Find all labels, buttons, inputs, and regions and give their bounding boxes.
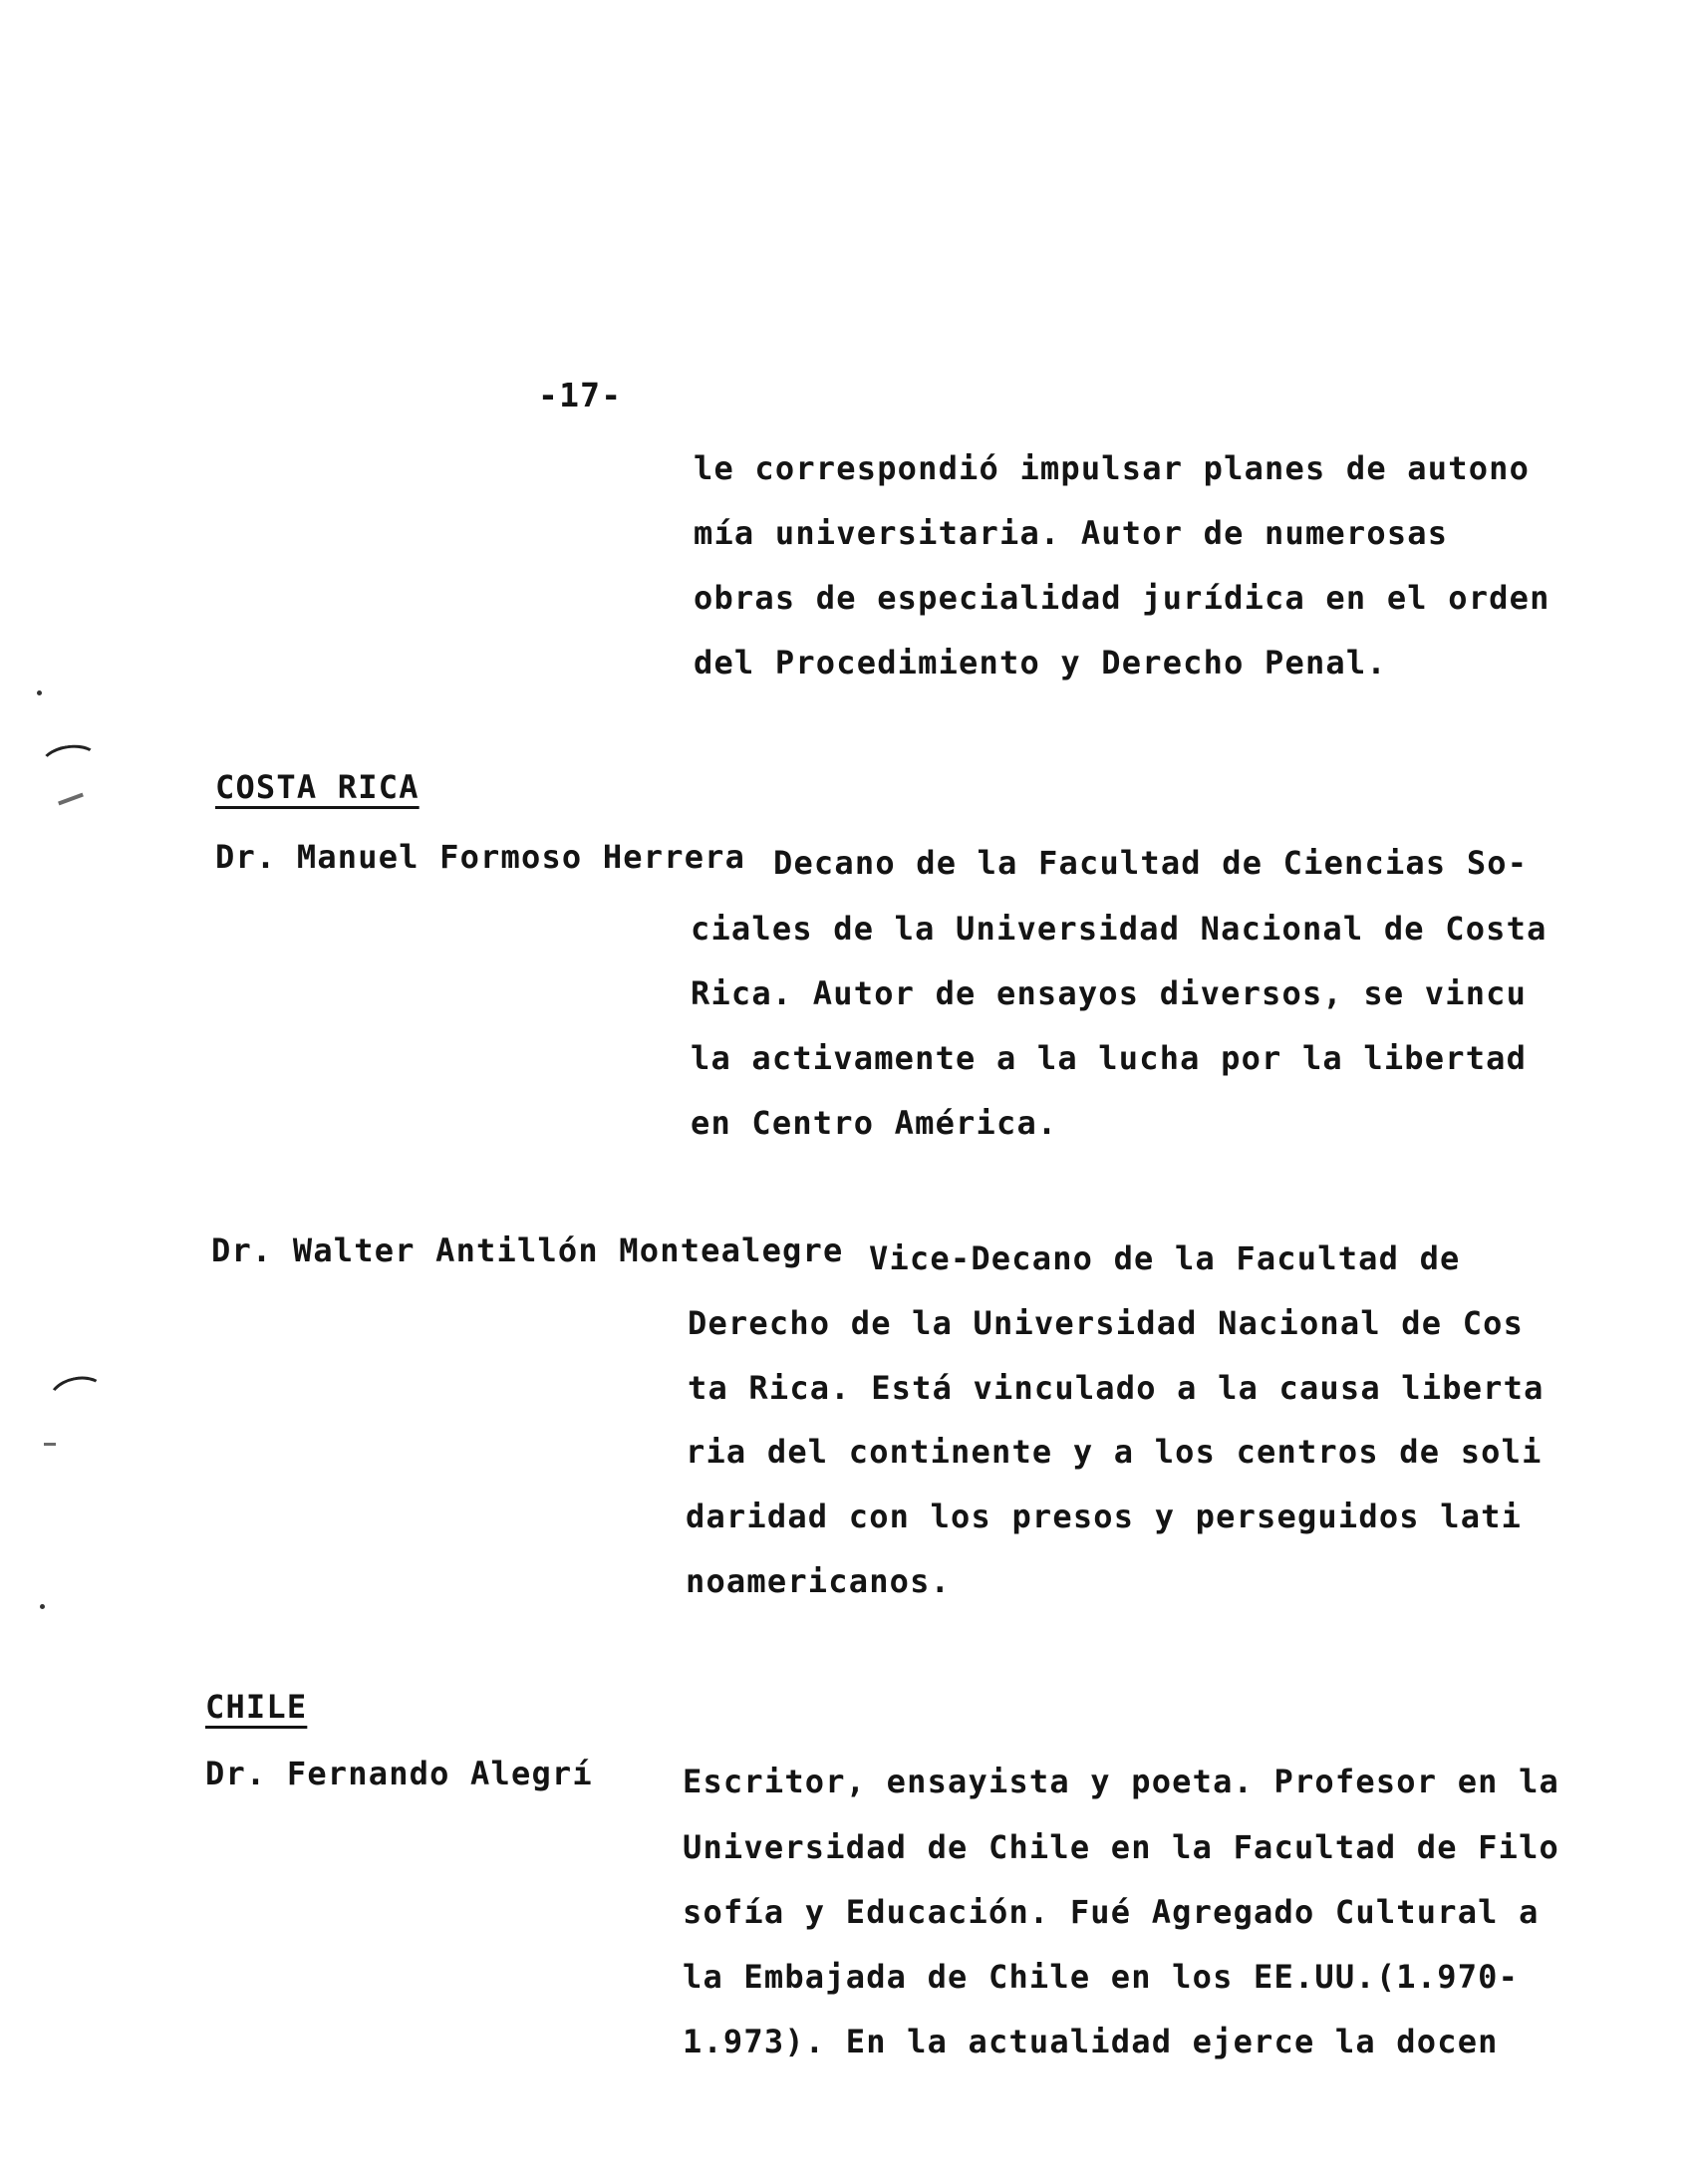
margin-dot bbox=[37, 690, 42, 695]
entry-description-line: sofía y Educación. Fué Agregado Cultural a bbox=[683, 1893, 1540, 1931]
entry-description-line: Rica. Autor de ensayos diversos, se vincu bbox=[691, 974, 1528, 1012]
entry-description-line: la activamente a la lucha por la libertad bbox=[691, 1039, 1528, 1077]
entry-description-line: Decano de la Facultad de Ciencias So- bbox=[773, 844, 1529, 882]
entry-description-line: la Embajada de Chile en los EE.UU.(1.970- bbox=[683, 1958, 1520, 1996]
entry-description-line: daridad con los presos y perseguidos lati bbox=[686, 1498, 1523, 1535]
intro-line: del Procedimiento y Derecho Penal. bbox=[694, 644, 1387, 682]
entry-description-line: en Centro América. bbox=[691, 1104, 1058, 1142]
binder-mark bbox=[44, 1443, 56, 1446]
intro-line: mía universitaria. Autor de numerosas bbox=[694, 514, 1449, 552]
section-heading: COSTA RICA bbox=[215, 768, 420, 806]
page-number: -17- bbox=[538, 376, 623, 414]
entry-description-line: ciales de la Universidad Nacional de Costa bbox=[691, 910, 1548, 948]
binder-mark bbox=[44, 1371, 111, 1425]
entry-description-line: Escritor, ensayista y poeta. Profesor en la bbox=[683, 1763, 1560, 1800]
section-heading: CHILE bbox=[205, 1688, 308, 1726]
entry-name: Dr. Manuel Formoso Herrera bbox=[215, 838, 746, 876]
entry-description-line: noamericanos. bbox=[686, 1562, 952, 1600]
entry-description-line: 1.973). En la actualidad ejerce la docen bbox=[683, 2023, 1499, 2060]
entry-description-line: Universidad de Chile en la Facultad de Filo bbox=[683, 1828, 1560, 1866]
margin-dot bbox=[40, 1604, 45, 1609]
intro-line: le correspondió impulsar planes de autono bbox=[694, 449, 1531, 487]
entry-description-line: ta Rica. Está vinculado a la causa liberta bbox=[688, 1369, 1545, 1407]
binder-mark bbox=[38, 741, 102, 785]
entry-description-line: Derecho de la Universidad Nacional de Cos bbox=[688, 1304, 1525, 1342]
entry-name: Dr. Walter Antillón Montealegre bbox=[211, 1231, 844, 1269]
entry-name: Dr. Fernando Alegrí bbox=[205, 1755, 593, 1792]
intro-line: obras de especialidad jurídica en el orden bbox=[694, 579, 1550, 617]
entry-description-line: Vice-Decano de la Facultad de bbox=[869, 1239, 1461, 1277]
entry-description-line: ria del continente y a los centros de soli bbox=[686, 1433, 1543, 1471]
binder-mark bbox=[58, 793, 84, 806]
